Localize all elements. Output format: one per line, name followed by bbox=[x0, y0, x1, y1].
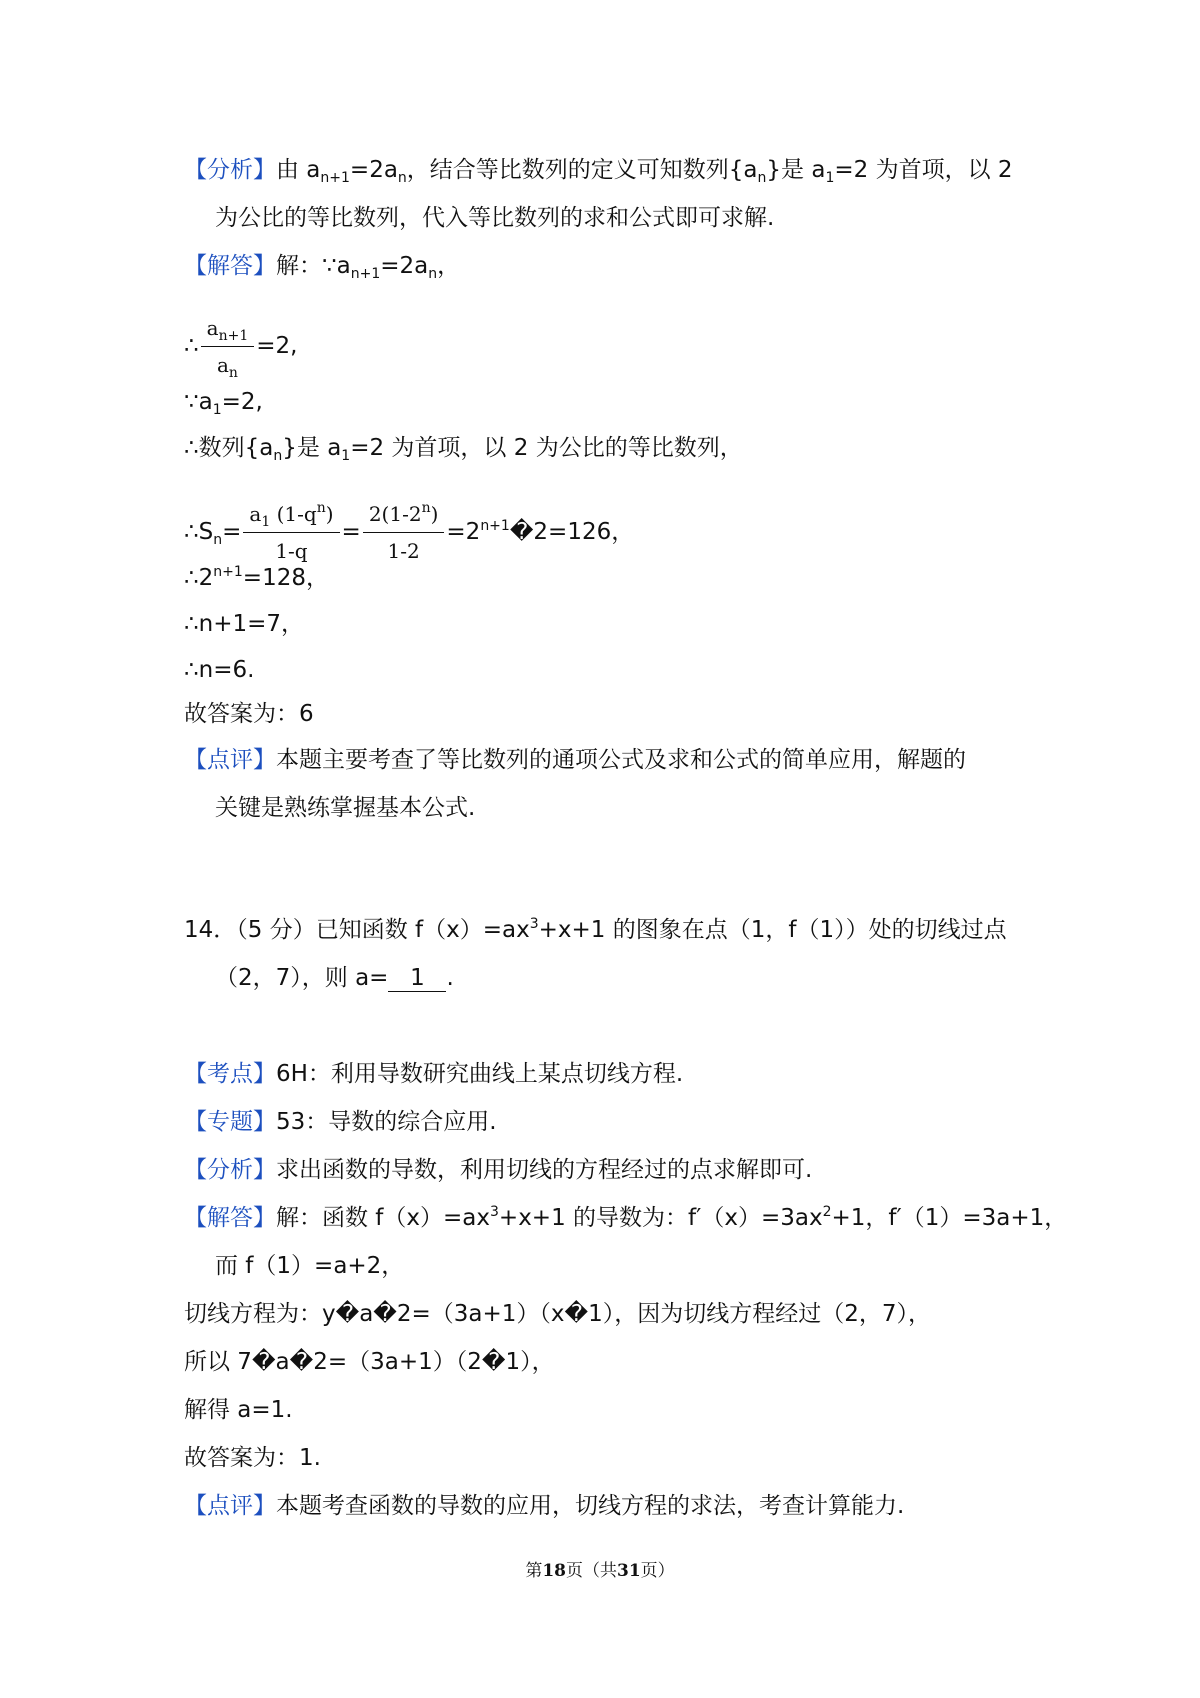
analysis-line-1: 【分析】由 $a_{n+1}=2a_n$，结合等比数列的定义可知数列$\{a_n\}$是 $a_1=2$ 为首项，以 2 bbox=[184, 157, 1013, 186]
sum-fraction-general: $\frac{a_1 (1-q^n)}{1-q}$ bbox=[243, 498, 339, 567]
n-value: ∴n=6. bbox=[184, 657, 255, 683]
kaodian-tag: 【考点】 bbox=[184, 1061, 276, 1087]
solve-line: 解得 a=1. bbox=[184, 1397, 293, 1423]
page-number: 18 bbox=[542, 1561, 566, 1581]
n-plus-one: ∴n+1=7， bbox=[184, 611, 305, 637]
sum-formula: $\therefore S_n=$ $\frac{a_1 (1-q^n)}{1-q}$ = $\frac{2(1-2^n)}{1-2}$ $=2^{n+1}�2=126$， bbox=[184, 498, 634, 567]
solution-14-line-1: 【解答】解：函数 $f(x)=ax^3+x+1$ 的导数为：$f'(x)=3ax^2+1$，f′（1）=3a+1， bbox=[184, 1204, 1068, 1231]
zhuanti-line: 【专题】53：导数的综合应用. bbox=[184, 1109, 497, 1135]
solution-header: 【解答】解：$\because a_{n+1}=2a_n$， bbox=[184, 253, 461, 282]
answer-14: 故答案为：1. bbox=[184, 1445, 321, 1471]
comment-14-tag: 【点评】 bbox=[184, 1493, 276, 1519]
analysis-14-tag: 【分析】 bbox=[184, 1157, 276, 1183]
power-equation: $\therefore 2^{n+1}=128$， bbox=[184, 564, 329, 591]
question-14-line-1: 14．（5 分）已知函数 $f(x)=ax^3+x+1$ 的图象在点（1，f（1））处的切线过点 bbox=[184, 916, 1007, 943]
answer-13: 故答案为：6 bbox=[184, 701, 314, 727]
question-14-line-2: （2，7），则 a= 1 . bbox=[215, 965, 454, 991]
page-footer: 第18页（共31页） bbox=[525, 1561, 675, 1581]
answer-blank: 1 bbox=[388, 965, 446, 992]
analysis-14-line: 【分析】求出函数的导数，利用切线的方程经过的点求解即可. bbox=[184, 1157, 813, 1183]
comment-line-2: 关键是熟练掌握基本公式. bbox=[215, 795, 476, 821]
comment-line-1: 【点评】本题主要考查了等比数列的通项公式及求和公式的简单应用，解题的 bbox=[184, 747, 966, 773]
sum-fraction-specific: $\frac{2(1-2^n)}{1-2}$ bbox=[363, 498, 445, 567]
ratio-fraction: $\frac{a_{n+1}}{a_n}$ bbox=[201, 312, 255, 381]
solution-14-line-2: 而 f（1）=a+2， bbox=[215, 1253, 405, 1279]
comment-tag: 【点评】 bbox=[184, 747, 276, 773]
kaodian-line: 【考点】6H：利用导数研究曲线上某点切线方程. bbox=[184, 1061, 684, 1087]
sequence-statement: ∴数列$\{a_n\}$是 $a_1=2$ 为首项，以 2 为公比的等比数列， bbox=[184, 435, 743, 464]
ratio-equation: ∴ $\frac{a_{n+1}}{a_n}$ =2, bbox=[184, 312, 297, 381]
tangent-equation: 切线方程为：y�a�2=（3a+1）（x�1），因为切线方程经过（2，7）， bbox=[184, 1301, 932, 1327]
analysis-line-2: 为公比的等比数列，代入等比数列的求和公式即可求解. bbox=[215, 205, 775, 231]
analysis-tag: 【分析】 bbox=[184, 157, 276, 183]
zhuanti-tag: 【专题】 bbox=[184, 1109, 276, 1135]
solution-tag: 【解答】 bbox=[184, 253, 276, 279]
comment-14-line: 【点评】本题考查函数的导数的应用，切线方程的求法，考查计算能力. bbox=[184, 1493, 905, 1519]
solution-14-tag: 【解答】 bbox=[184, 1205, 276, 1231]
a1-given: $\because a_1=2$, bbox=[184, 389, 263, 418]
page-total: 31 bbox=[617, 1561, 641, 1581]
substitution-line: 所以 7�a�2=（3a+1）（2�1）， bbox=[184, 1349, 555, 1375]
